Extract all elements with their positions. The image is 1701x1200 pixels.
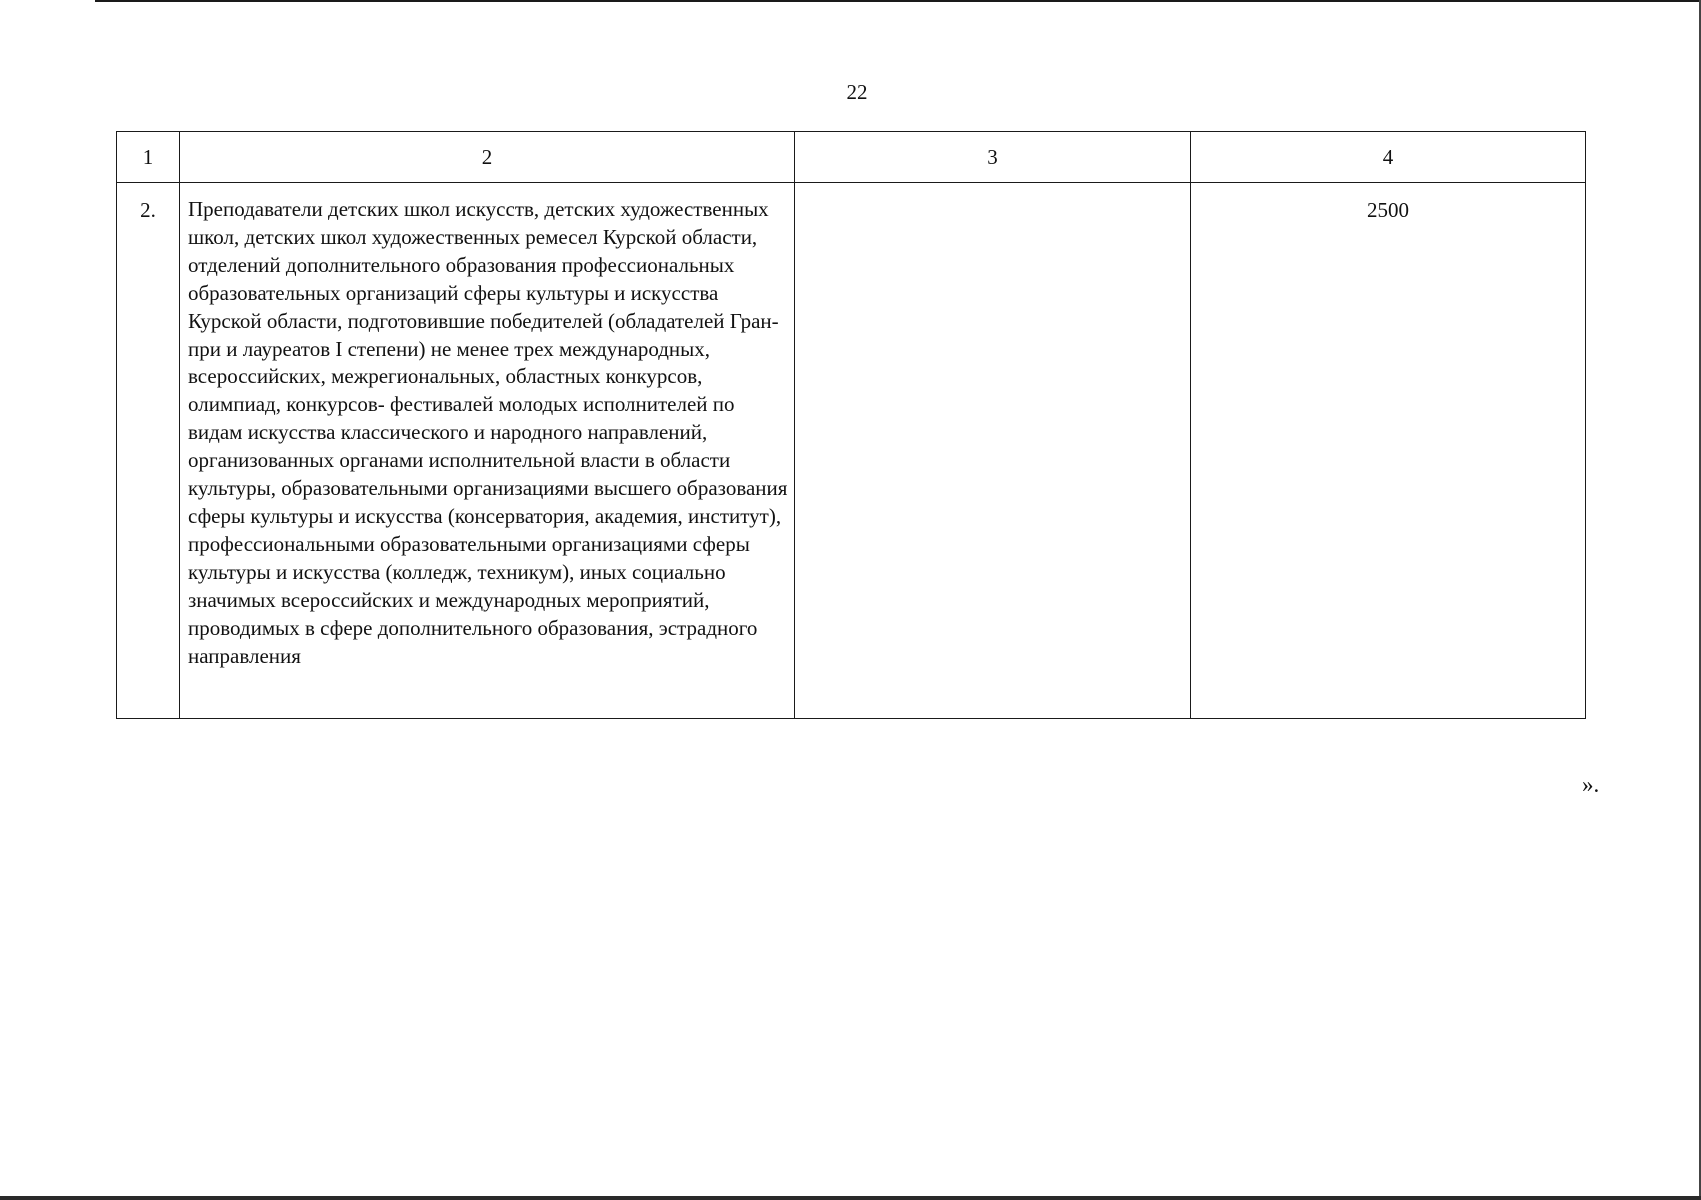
row-description: Преподаватели детских школ искусств, детских художественных школ, детских школ художественных ремесел Курской области, отделений дополнительного образования профессиональных образовательных организаций сферы культуры и искусства Курской области, подготовившие победителей (обладателей Гран-при и лауреатов I степени) не менее трех международных, всероссийских, межрегиональных, областных конкурсов, олимпиад, конкурсов- фестивалей молодых исполнителей по видам искусства классического и народного направлений, организованных органами исполнительной власти в области культуры, образовательными организациями высшего образования сферы культуры и искусства (консерватория, академия, институт), профессиональными образовательными организациями сферы культуры и искусства (колледж, техникум), иных социально значимых всероссийских и международных мероприятий, проводимых в сфере дополнительного образования, эстрадного направления bbox=[180, 183, 795, 719]
header-col-4: 4 bbox=[1191, 132, 1586, 183]
header-col-1: 1 bbox=[117, 132, 180, 183]
scan-top-border bbox=[95, 0, 1701, 2]
row-number: 2. bbox=[117, 183, 180, 719]
header-col-3: 3 bbox=[795, 132, 1191, 183]
page-number: 22 bbox=[846, 80, 868, 104]
closing-quote-mark: ». bbox=[1582, 772, 1600, 797]
table-row bbox=[117, 183, 1586, 719]
document-table bbox=[116, 131, 1586, 719]
header-col-2: 2 bbox=[180, 132, 795, 183]
row-col-3 bbox=[795, 183, 1191, 719]
row-amount: 2500 bbox=[1191, 183, 1586, 719]
scan-bottom-border bbox=[0, 1196, 1701, 1200]
table-header-row bbox=[117, 132, 1586, 183]
